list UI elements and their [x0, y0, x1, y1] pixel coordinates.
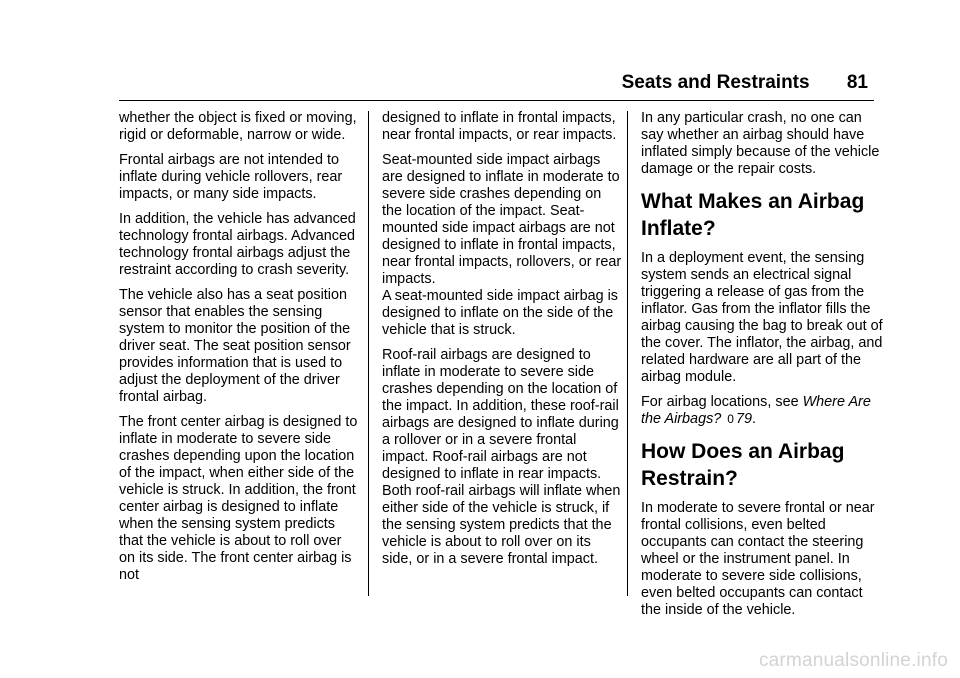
text-column-3 [641, 110, 886, 627]
paragraph-text: For airbag locations, see [641, 394, 803, 410]
paragraph: In addition, the vehicle has advanced technology frontal airbags. Advanced technology frontal airbags adjust the restraint according to crash severity. [119, 211, 356, 278]
paragraph: Frontal airbags are not intended to inflate during vehicle rollovers, rear impacts, or many side impacts. [119, 152, 343, 202]
paragraph: whether the object is fixed or moving, rigid or deformable, narrow or wide. [119, 110, 357, 143]
paragraph: The front center airbag is designed to inflate in moderate to severe side crashes depending upon the location of the impact, when either side of the vehicle is struck. In addition, the front center airbag is designed to inflate when the sensing system predicts that the vehicle is about to roll over on its side. The front center airbag is not [119, 414, 358, 583]
page-reference-icon: 0 [727, 412, 734, 426]
paragraph [641, 394, 886, 428]
page-number: 81 [846, 72, 868, 93]
page-reference-number[interactable]: 79 [735, 411, 752, 427]
paragraph: A seat-mounted side impact airbag is designed to inflate on the side of the vehicle that is struck. [382, 288, 618, 338]
cross-reference-link[interactable]: Where Are the Airbags? [641, 394, 871, 427]
paragraph: Seat-mounted side impact airbags are designed to inflate in moderate to severe side crashes depending on the location of the impact. Seat-mounted side impact airbags are not designed to inflate in frontal impacts, near frontal impacts, rollovers, or rear impacts. [382, 152, 622, 287]
header-rule [119, 100, 874, 101]
paragraph: In moderate to severe frontal or near frontal collisions, even belted occupants can contact the steering wheel or the instrument panel. In moderate to severe side collisions, even belted occupants can contact the inside of the vehicle. [641, 500, 875, 618]
section-heading: How Does an Airbag Restrain? [641, 440, 845, 490]
section-title: Seats and Restraints [621, 72, 810, 93]
paragraph: In any particular crash, no one can say whether an airbag should have inflated simply because of the vehicle damage or the repair costs. [641, 110, 880, 177]
paragraph: designed to inflate in frontal impacts, near frontal impacts, or rear impacts. [382, 110, 617, 143]
page-header [622, 72, 868, 94]
watermark: carmanualsonline.info [758, 650, 948, 671]
paragraph: The vehicle also has a seat position sensor that enables the sensing system to monitor the position of the driver seat. The seat position sensor provides information that is used to adjust the deployment of the driver frontal airbag. [119, 287, 351, 405]
text-column-1 [119, 110, 359, 592]
paragraph: In a deployment event, the sensing system sends an electrical signal triggering a release of gas from the inflator. Gas from the inflator fills the airbag causing the bag to break out of the cover. The inflator, the airbag, and related hardware are all part of the airbag module. [641, 250, 883, 385]
text-column-2 [382, 110, 622, 576]
paragraph-text: . [751, 411, 756, 427]
section-heading: What Makes an Airbag Inflate? [641, 190, 865, 240]
column-divider [368, 111, 369, 596]
paragraph: Roof-rail airbags are designed to inflate in moderate to severe side crashes depending on the location of the impact. In addition, these roof-rail airbags are designed to inflate during a rollover or in a severe frontal impact. Roof-rail airbags are not designed to inflate in rear impacts. Both roof-rail airbags will inflate when either side of the vehicle is struck, if the sensing system predicts that the vehicle is about to roll over on its side, or in a severe frontal impact. [382, 347, 621, 567]
column-divider [627, 111, 628, 596]
